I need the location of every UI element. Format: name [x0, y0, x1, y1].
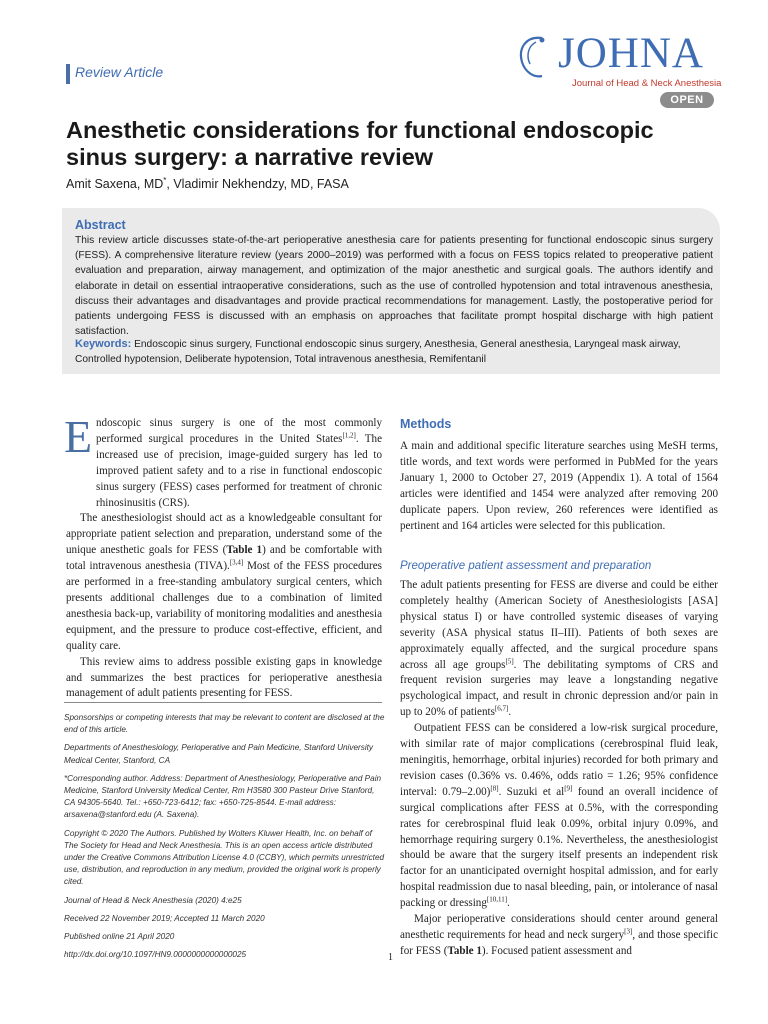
preop-text: [400, 578, 718, 960]
citation[interactable]: [1,2]: [342, 431, 356, 440]
footnote-published: Published online 21 April 2020: [64, 932, 175, 942]
keywords-text: Endoscopic sinus surgery, Functional endoscopic sinus surgery, Anesthesia, General anesthesia, Laryngeal mask airway, Controlled hypotension, Deliberate hypotension, Total intravenous anesthesia, Remifentanil: [75, 339, 681, 366]
text-span: found an overall incidence of surgical complications after FESS at 0.5%, with the corresponding rates for cerebrospinal fluid leak 0.09%, orbital injury 0.09%, and hemorrhage requiring surgery 0.1%. Nevertheless, the anesthesiologist should be aware that the surgery itself presents an independent risk factor for an unanticipated overnight hospital admission, and for early hospital readmission due to nasal bleeding, pain, or intolerance of nasal packing or dressing: [400, 785, 718, 910]
article-type-bar: [66, 64, 70, 84]
footnote-received: Received 22 November 2019; Accepted 11 March 2020: [64, 913, 265, 923]
author-rest: , Vladimir Nekhendzy, MD, FASA: [166, 177, 349, 192]
footnote-corresponding: *Corresponding author. Address: Department of Anesthesiology, Perioperative and Pain Medicine, Stanford University Medical Center, Rm H3580 300 Pasteur Drive Stanford, CA 94305-5640. Tel.: +650-723-6412; fax: +650-725-8544. E-mail address: arsaxena@stanford.edu (A. Saxena).: [64, 773, 382, 820]
citation[interactable]: [8]: [490, 784, 499, 793]
doi-link[interactable]: http://dx.doi.org/10.1097/HN9.0000000000000025: [64, 950, 247, 960]
intro-paragraph: [64, 411, 382, 511]
keywords-label: Keywords:: [75, 338, 132, 350]
preop-paragraph: [400, 578, 718, 721]
page-number: 1: [388, 952, 393, 963]
methods-heading: Methods: [400, 417, 452, 431]
methods-text: [400, 439, 718, 534]
text-span: . The increased use of precision, image-guided surgery has led to improved patient safety and to a rise in functional endoscopic sinus surgery (FESS) cases performed for treatment of chronic rhinosinusitis (CRS).: [96, 432, 382, 509]
text-span: .: [508, 706, 512, 719]
journal-name: Journal of Head & Neck Anesthesia: [572, 78, 722, 89]
text-span: , and those specific for FESS (: [400, 928, 718, 957]
abstract-heading: Abstract: [75, 218, 126, 232]
journal-logo: [512, 30, 722, 88]
citation[interactable]: [3,4]: [229, 558, 244, 567]
article-authors: [66, 176, 349, 191]
footnote-disclosure: Sponsorships or competing interests that may be relevant to content are disclosed at the end of this article.: [64, 713, 385, 735]
text-span: ndoscopic sinus surgery is one of the most commonly performed surgical procedures in the United States: [96, 417, 382, 445]
article-title: Anesthetic considerations for functional endoscopic sinus surgery: a narrative review: [66, 117, 654, 170]
footnote-copyright: Copyright © 2020 The Authors. Published by Wolters Kluwer Health, Inc. on behalf of The Society for Head and Neck Anesthesia. This is an open access article distributed under the Creative Commons Attribution License 4.0 (CCBY), which permits unrestricted use, distribution, and reproduction in any medium, provided the original work is properly cited.: [64, 828, 385, 887]
corresponding-author-mark: *: [163, 176, 167, 185]
journal-logo-icon: [512, 32, 560, 84]
text-span: ) and be comfortable with total intravenous anesthesia (TIVA).: [66, 544, 382, 573]
footnotes: [64, 712, 386, 967]
abstract-text: This review article discusses state-of-the-art perioperative anesthesia care for patients presenting for functional endoscopic sinus surgery (FESS). A comprehensive literature review (years 2000–2019) was performed with a focus on FESS topics related to preoperative patient evaluation and preparation, airway management, and optimization of the major anesthetic and surgical goals. The authors identify and elaborate in detail on essential intraoperative considerations, such as the use of controlled hypotension and total intravenous anesthesia, discuss their advantages and disadvantages and provide practical recommendations for management. Lastly, the postoperative period for patients undergoing FESS is discussed with an emphasis on approaches that facilitate prompt hospital discharge with high patient satisfaction.: [75, 235, 713, 338]
open-access-badge: OPEN: [660, 92, 714, 108]
intro-paragraph: This review aims to address possible existing gaps in knowledge and summarizes the best practices for perioperative anesthesia management of adult patients presenting for FESS.: [66, 655, 382, 700]
text-span: Most of the FESS procedures are performed in a free-standing ambulatory surgical centers, which presents additional challenges due to a combination of limited anesthesia back-up, variability of monitoring modalities and anesthesia equipment, and the pressure to produce cost-effective, efficient, and quality care.: [66, 560, 382, 652]
keywords: [75, 337, 713, 367]
preop-paragraph: [400, 721, 718, 912]
text-span: .: [507, 897, 510, 910]
journal-logo-wordmark: JOHNA: [558, 30, 704, 77]
footnote-affiliation: Departments of Anesthesiology, Perioperative and Pain Medicine, Stanford University Medical Center, Stanford, CA: [64, 743, 374, 765]
citation[interactable]: [3]: [624, 927, 633, 936]
text-span: ). Focused patient assessment and: [481, 944, 632, 957]
text-span: The anesthesiologist should act as a knowledgeable consultant for appropriate patient selection and preparation, understand some of the unique anesthetic goals for FESS (: [66, 512, 382, 557]
citation[interactable]: [10,11]: [486, 895, 508, 904]
citation[interactable]: [5]: [505, 656, 514, 665]
text-span: . Suzuki et al: [498, 785, 565, 798]
preop-paragraph: [400, 912, 718, 960]
article-type-label: Review Article: [75, 64, 164, 80]
intro-text: [64, 411, 382, 702]
methods-paragraph: A main and additional specific literature searches using MeSH terms, title words, and text words were performed in PubMed for the years January 1, 2000 to October 27, 2019 (Appendix 1). A total of 1564 articles were identified and 1454 were analyzed after removing 200 duplicate papers. Upon review, 260 references were identified as pertinent and 164 articles were selected for this publication.: [400, 440, 718, 532]
text-span: Outpatient FESS can be considered a low-risk surgical procedure, with similar rate of major complications (cerebrospinal fluid leak, meningitis, hemorrhage, orbital injuries) recorded for both primary and revision cases (0.36% vs. 0.46%, odds ratio = 1.26; 95% confidence interval: 0.79–2.00): [400, 722, 718, 798]
author-first: Amit Saxena, MD: [66, 177, 164, 192]
intro-paragraph: [66, 511, 382, 654]
citation[interactable]: [6,7]: [494, 704, 509, 713]
drop-cap: E: [64, 411, 93, 462]
citation[interactable]: [9]: [564, 784, 573, 793]
text-span: The adult patients presenting for FESS are diverse and could be either completely healthy (American Society of Anesthesiologists [ASA] physical status I) or have controlled systemic diseases of varying severity (ASA physical status II–III). Patients of both sexes are approximately equally affected, and the surgical procedure spans across all age groups: [400, 579, 718, 671]
footnote-citation: Journal of Head & Neck Anesthesia (2020) 4:e25: [64, 895, 242, 905]
preop-heading: Preoperative patient assessment and preparation: [400, 560, 652, 572]
table-reference[interactable]: Table 1: [447, 944, 482, 957]
table-reference[interactable]: Table 1: [226, 544, 263, 557]
footnote-divider: [64, 702, 382, 703]
text-span: Major perioperative considerations should center around general anesthetic requirements for head and neck surgery: [400, 913, 718, 941]
text-span: . The debilitating symptoms of CRS and frequent revision surgeries may leave a longstanding negative psychological impact, and result in chronic depression and/or pain in up to 20% of patients: [400, 658, 718, 719]
